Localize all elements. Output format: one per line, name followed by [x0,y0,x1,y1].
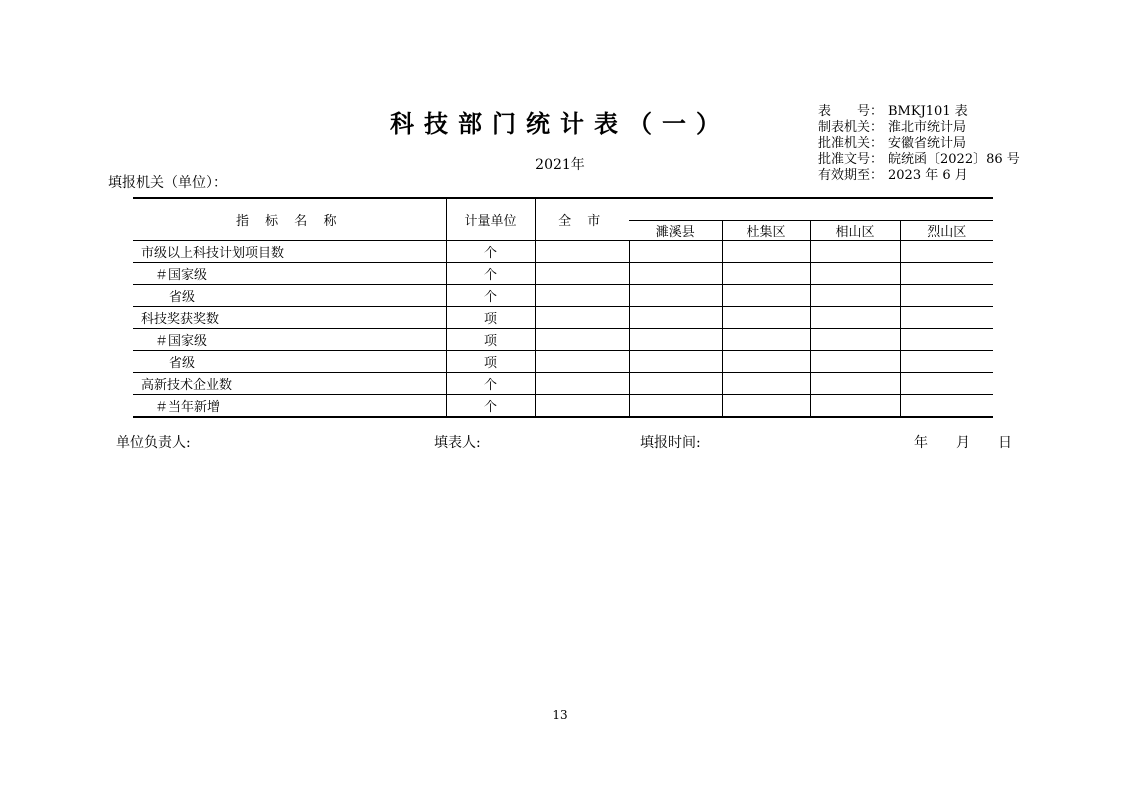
filing-unit-label: 填报机关（单位）： [108,175,227,191]
cell-lieshan[interactable] [900,285,993,307]
cell-suixi[interactable] [629,263,722,285]
cell-xiangshan[interactable] [810,285,900,307]
statistics-table [133,197,993,418]
meta-valid-until [818,168,968,184]
cell-xiangshan[interactable] [810,395,900,418]
meta-label: 批准文号： [818,152,884,167]
cell-duji[interactable] [722,373,810,395]
header-district-suixi: 濉溪县 [629,221,722,241]
meta-issuing-authority [818,120,966,136]
header-unit: 计量单位 [446,198,535,241]
meta-label: 表 号： [818,104,884,119]
date-month-label: 月 [956,435,970,451]
cell-suixi[interactable] [629,351,722,373]
row-name: 市级以上科技计划项目数 [133,241,446,263]
row-unit: 个 [446,241,535,263]
cell-duji[interactable] [722,307,810,329]
row-name: 省级 [133,285,446,307]
meta-value: BMKJ101 表 [888,104,968,119]
cell-xiangshan[interactable] [810,329,900,351]
page-number: 13 [552,708,568,722]
row-name: ＃当年新增 [133,395,446,418]
meta-value: 2023 年 6 月 [888,168,968,183]
row-name: ＃国家级 [133,263,446,285]
cell-duji[interactable] [722,329,810,351]
header-city: 全 市 [535,198,629,241]
cell-duji[interactable] [722,241,810,263]
row-name: 高新技术企业数 [133,373,446,395]
cell-city[interactable] [535,263,629,285]
cell-xiangshan[interactable] [810,373,900,395]
cell-duji[interactable] [722,395,810,418]
cell-xiangshan[interactable] [810,241,900,263]
cell-xiangshan[interactable] [810,307,900,329]
cell-lieshan[interactable] [900,395,993,418]
meta-value: 皖统函〔2022〕86 号 [888,152,1020,167]
fill-time-label: 填报时间: [640,435,701,451]
cell-xiangshan[interactable] [810,263,900,285]
responsible-person-label: 单位负责人: [116,435,191,451]
cell-suixi[interactable] [629,329,722,351]
table-row [133,285,993,307]
cell-lieshan[interactable] [900,307,993,329]
date-day-label: 日 [998,435,1012,451]
row-unit: 项 [446,307,535,329]
table-row [133,395,993,418]
row-unit: 项 [446,329,535,351]
header-district-lieshan: 烈山区 [900,221,993,241]
cell-duji[interactable] [722,351,810,373]
row-unit: 个 [446,285,535,307]
cell-lieshan[interactable] [900,241,993,263]
table-row [133,373,993,395]
cell-lieshan[interactable] [900,329,993,351]
table-row [133,307,993,329]
header-indicator-name: 指 标 名 称 [133,198,446,241]
cell-suixi[interactable] [629,395,722,418]
form-title: 科技部门统计表（一） [390,109,730,138]
header-district-xiangshan: 相山区 [810,221,900,241]
cell-lieshan[interactable] [900,373,993,395]
cell-suixi[interactable] [629,307,722,329]
cell-city[interactable] [535,329,629,351]
row-name: ＃国家级 [133,329,446,351]
form-filler-label: 填表人: [434,435,481,451]
cell-lieshan[interactable] [900,351,993,373]
cell-city[interactable] [535,307,629,329]
cell-city[interactable] [535,395,629,418]
meta-form-number [818,104,968,120]
row-name: 科技奖获奖数 [133,307,446,329]
meta-label: 批准机关： [818,136,884,151]
cell-duji[interactable] [722,285,810,307]
cell-suixi[interactable] [629,285,722,307]
date-year-label: 年 [914,435,928,451]
meta-label: 制表机关： [818,120,884,135]
row-unit: 个 [446,263,535,285]
cell-city[interactable] [535,241,629,263]
meta-value: 淮北市统计局 [888,120,967,135]
header-district-duji: 杜集区 [722,221,810,241]
cell-suixi[interactable] [629,373,722,395]
cell-duji[interactable] [722,263,810,285]
cell-xiangshan[interactable] [810,351,900,373]
row-name: 省级 [133,351,446,373]
cell-city[interactable] [535,351,629,373]
cell-lieshan[interactable] [900,263,993,285]
table-row [133,241,993,263]
meta-label: 有效期至： [818,168,884,183]
table-row [133,351,993,373]
cell-suixi[interactable] [629,241,722,263]
meta-approving-authority [818,136,966,152]
table-row [133,329,993,351]
meta-value: 安徽省统计局 [888,136,967,151]
row-unit: 个 [446,395,535,418]
header-city-span [629,198,993,221]
cell-city[interactable] [535,373,629,395]
cell-city[interactable] [535,285,629,307]
meta-approval-number [818,152,1020,168]
row-unit: 个 [446,373,535,395]
table-row [133,263,993,285]
row-unit: 项 [446,351,535,373]
report-year: 2021年 [535,157,585,173]
